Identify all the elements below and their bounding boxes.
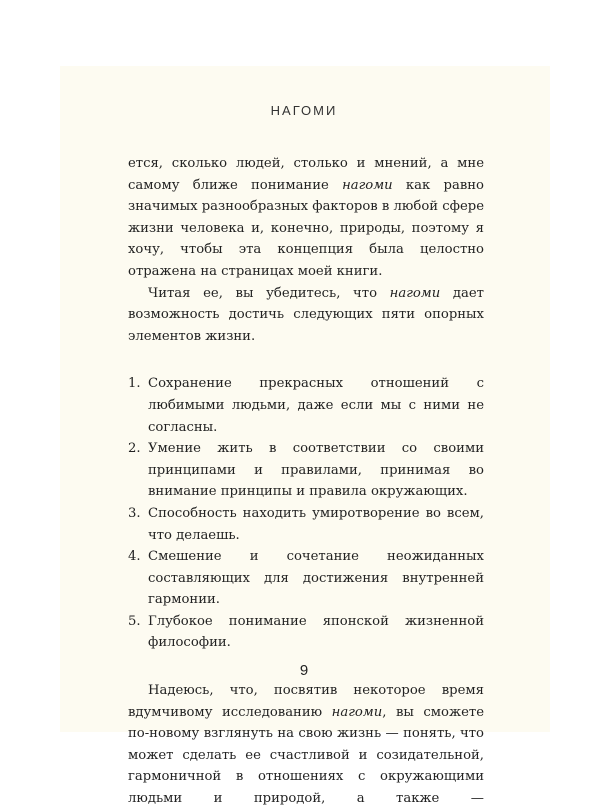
list-item-text: Сохранение прекрасных отношений с любимыми людьми, даже если мы с ними не согласны. (148, 376, 484, 435)
list-item-number: 2. (128, 441, 141, 457)
paragraph-3 (128, 680, 484, 810)
list-item-text: Умение жить в соответствии со своими принципами и правилами, принимая во внимание принципы и правила окружающих. (148, 441, 484, 500)
page-number: 9 (299, 662, 309, 679)
paragraph-1-term: нагоми (342, 177, 393, 193)
list-item (128, 503, 484, 546)
list-item-number: 5. (128, 613, 141, 629)
list-item (128, 438, 484, 503)
numbered-list (128, 373, 484, 654)
paragraph-1-text-b: как равно значимых разнообразных факторов в любой сфере жизни человека и, конечно, природы, поэтому я хочу, чтобы эта концепция была целостно отражена на страницах моей книги. (128, 177, 485, 279)
list-item-text: Глубокое понимание японской жизненной философии. (148, 613, 484, 651)
page-body (128, 153, 484, 810)
paragraph-3-term: нагоми (331, 704, 383, 720)
list-item-number: 4. (128, 549, 141, 565)
paragraph-2 (128, 283, 484, 348)
list-item (128, 546, 484, 611)
paragraph-3-text-b: , вы сможете по-новому взглянуть на свою жизнь — понять, что может сделать ее счастливой и созидательной, гармоничной в отношениях с окружающими людьми и природой, а также — (128, 704, 484, 807)
list-item (128, 611, 484, 654)
list-item-number: 1. (128, 376, 141, 392)
paragraph-1-text-a: ется, сколько людей, столько и мнений, а мне самому ближе понимание (128, 156, 484, 193)
list-item-number: 3. (128, 505, 141, 521)
paragraph-2-term: нагоми (389, 285, 441, 301)
paragraph-2-text-b: дает возможность достичь следующих пяти опорных элементов жизни. (128, 285, 484, 344)
paragraph-1 (128, 153, 484, 283)
list-item (128, 373, 484, 438)
list-item-text: Смешение и сочетание неожиданных составляющих для достижения внутренней гармонии. (148, 549, 484, 608)
paragraph-2-text-a: Читая ее, вы убедитесь, что (148, 285, 390, 301)
paragraph-3-text-a: Надеюсь, что, посвятив некоторое время вдумчивому исследованию (128, 683, 484, 720)
list-item-text: Способность находить умиротворение во всем, что делаешь. (148, 505, 484, 543)
running-title: НАГОМИ (270, 103, 338, 118)
